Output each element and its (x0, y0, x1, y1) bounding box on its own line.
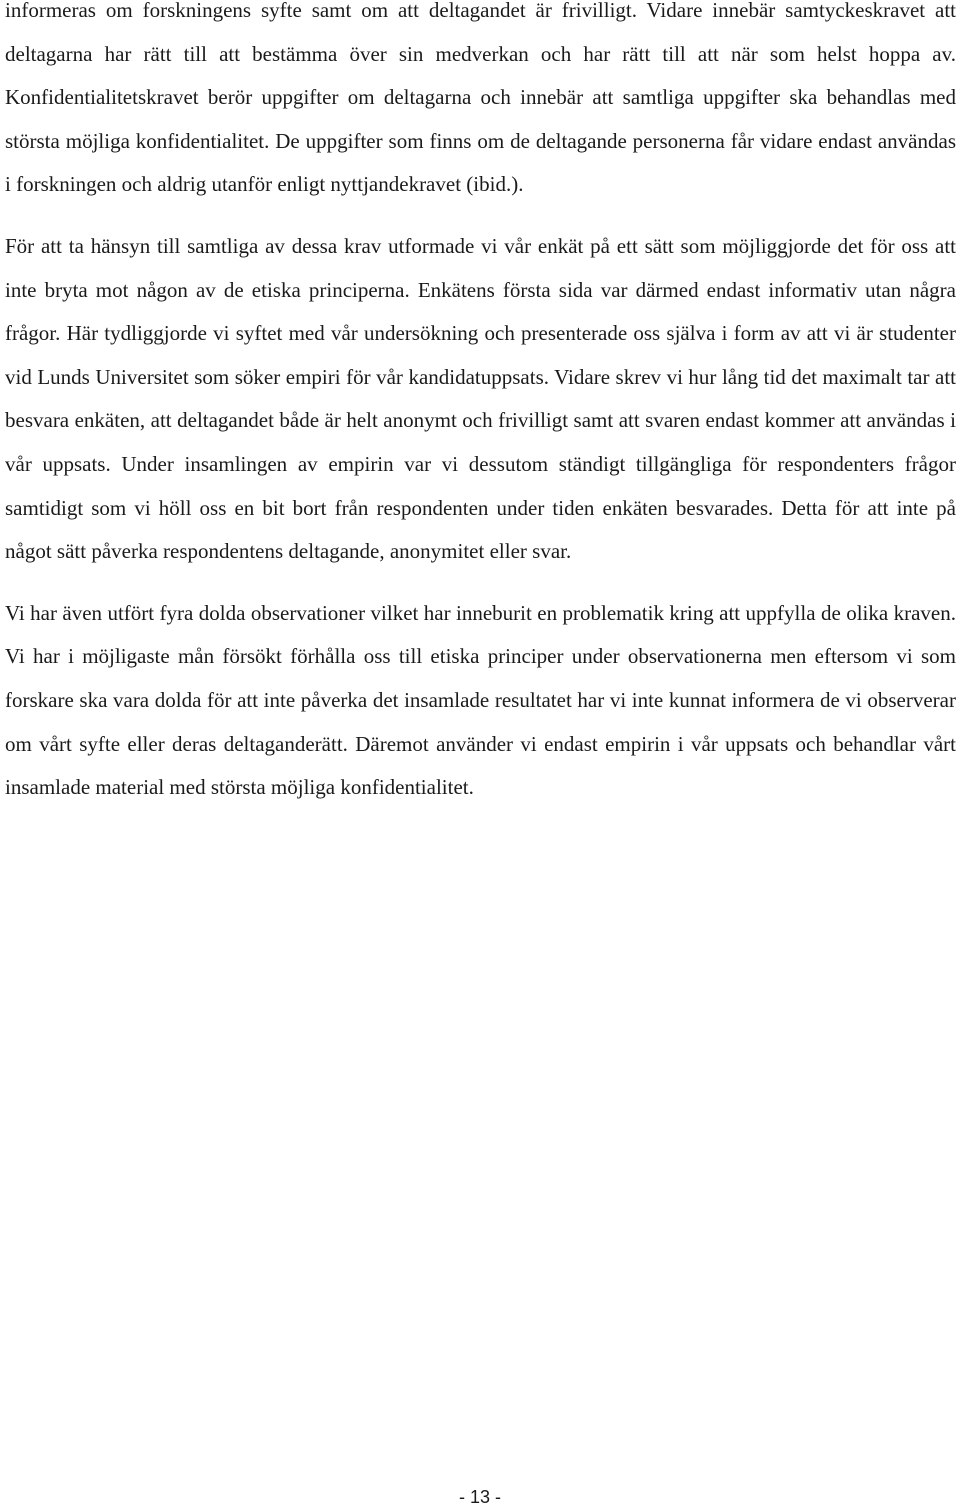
paragraph-research-ethics-requirements: informeras om forskningens syfte samt om att deltagandet är frivilligt. Vidare innebär samtyckeskravet att deltagarna har rätt till att bestämma över sin medverkan och har rätt till att när som helst hoppa av. Konfidentialitetskravet berör uppgifter om deltagarna och innebär att samtliga uppgifter ska behandlas med största möjliga konfidentialitet. De uppgifter som finns om de deltagande personerna får vidare endast användas i forskningen och aldrig utanför enligt nyttjandekravet (ibid.). (5, 0, 956, 197)
document-page (5, 0, 956, 810)
paragraph-survey-design: För att ta hänsyn till samtliga av dessa krav utformade vi vår enkät på ett sätt som möjliggjorde det för oss att inte bryta mot någon av de etiska principerna. Enkätens första sida var därmed endast informativ utan några frågor. Här tydliggjorde vi syftet med vår undersökning och presenterade oss själva i form av att vi är studenter vid Lunds Universitet som söker empiri för vår kandidatuppsats. Vidare skrev vi hur lång tid det maximalt tar att besvara enkäten, att deltagandet både är helt anonymt och frivilligt samt att svaren endast kommer att användas i vår uppsats. Under insamlingen av empirin var vi dessutom ständigt tillgängliga för respondenters frågor samtidigt som vi höll oss en bit bort från respondenten under tiden enkäten besvarades. Detta för att inte på något sätt påverka respondentens deltagande, anonymitet eller svar. (5, 233, 956, 564)
page-number: - 13 - (458, 1487, 501, 1507)
paragraph-hidden-observations: Vi har även utfört fyra dolda observationer vilket har inneburit en problematik kring att uppfylla de olika kraven. Vi har i möjligaste mån försökt förhålla oss till etiska principer under observationerna men eftersom vi som forskare ska vara dolda för att inte påverka det insamlade resultatet har vi inte kunnat informera de vi observerar om vårt syfte eller deras deltaganderätt. Däremot använder vi endast empirin i vår uppsats och behandlar vårt insamlade material med största möjliga konfidentialitet. (5, 600, 956, 800)
